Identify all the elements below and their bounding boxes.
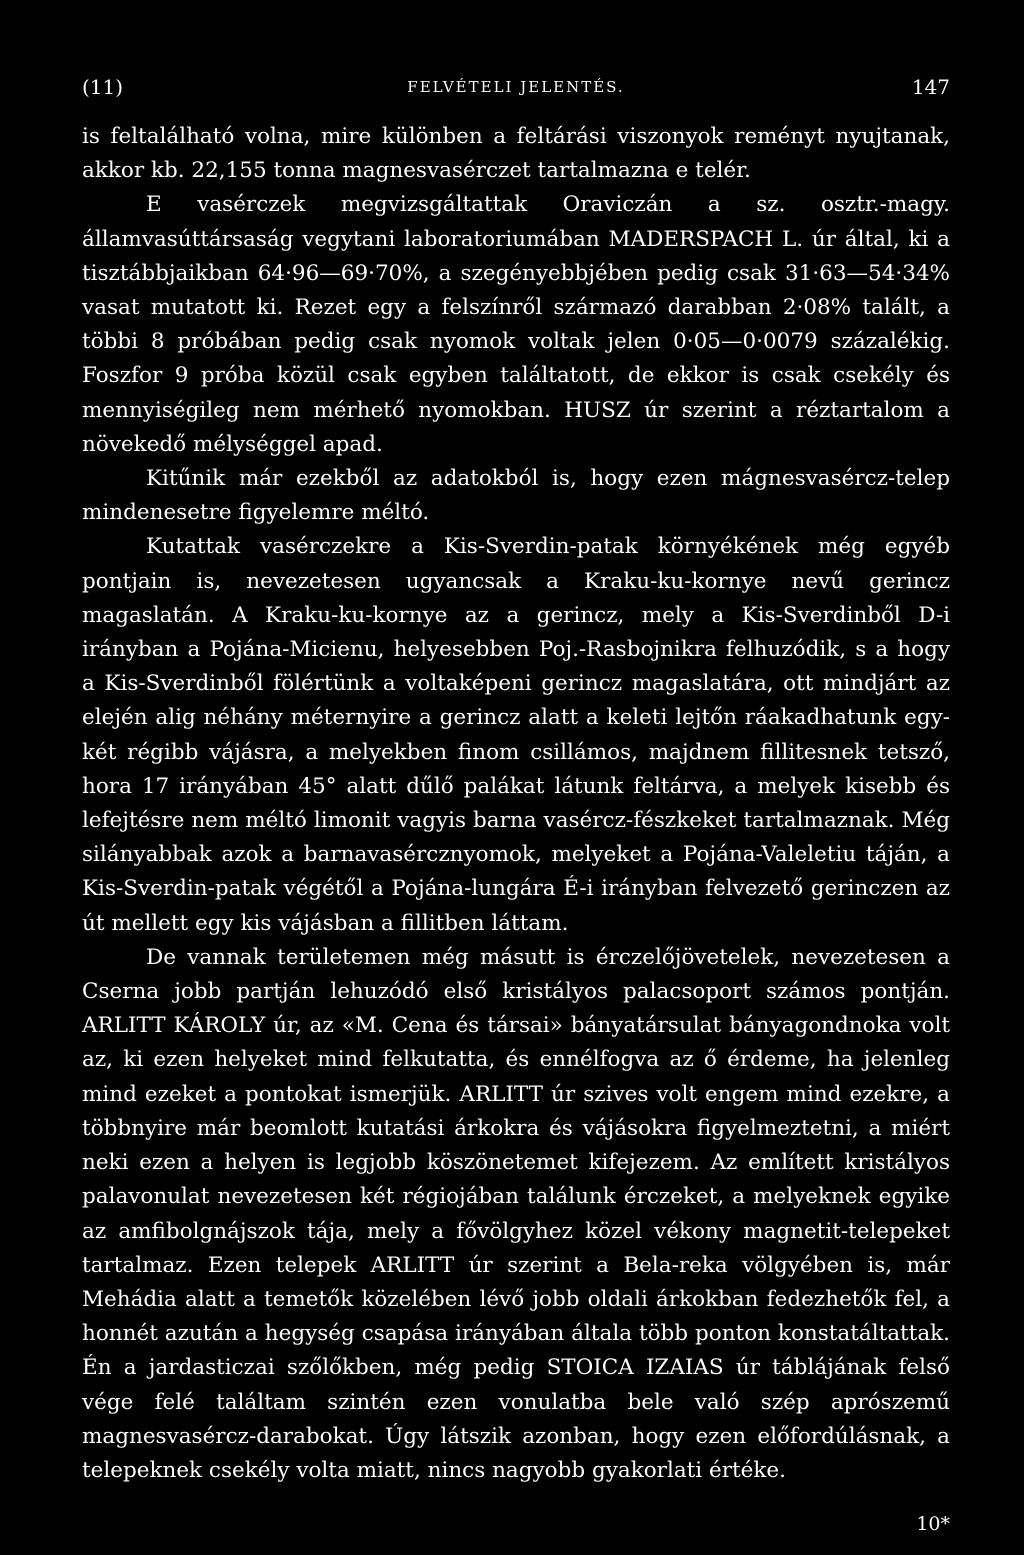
section-number: (11) <box>82 75 124 99</box>
body-text <box>82 120 950 1488</box>
signature-mark: 10* <box>916 1513 950 1535</box>
paragraph: De vannak területemen még másutt is érczelőjövetelek, nevezetesen a Cserna jobb partján lehuzódó első kristályos palacsoport számos pontján. ARLITT KÁROLY úr, az «M. Cena és társai» bányatársulat bányagondnoka volt az, ki ezen helyeket mind felkutatta, és ennélfogva az ő érdeme, ha jelenleg mind ezeket a pontokat ismerjük. ARLITT úr szives volt engem mind ezekre, a többnyire már beomlott kutatási árkokra és vájásokra figyelmeztetni, a miért neki ezen a helyen is legjobb köszönetemet kifejezem. Az említett kristályos palavonulat nevezetesen két régiojában találunk érczeket, a melyeknek egyike az amfibolgnájszok tája, mely a fővölgyhez közel vékony magnetit-telepeket tartalmaz. Ezen telepek ARLITT úr szerint a Bela-reka völgyében is, már Mehádia alatt a temetők közelében lévő jobb oldali árkokban fedezhetők fel, a honnét azután a hegység csapása irányában általa több ponton konstatáltattak. Én a jardasticzai szőlőkben, még pedig STOICA IZAIAS úr táblájának felső vége felé találtam szintén ezen vonulatba bele való szép aprószemű magnesvasércz-darabokat. Úgy látszik azonban, hogy ezen előfordúlásnak, a telepeknek csekély volta miatt, nincs nagyobb gyakorlati értéke. <box>82 944 950 1483</box>
paragraph: is feltalálható volna, mire különben a feltárási viszonyok reményt nyujtanak, akkor kb. 22,155 tonna magnesvasérczet tartalmazna e telér. <box>82 124 950 184</box>
paragraph: Kitűnik már ezekből az adatokból is, hogy ezen mágnesvasércz-telep mindenesetre figyelemre méltó. <box>82 466 950 526</box>
page-number: 147 <box>911 75 950 99</box>
paragraph: Kutattak vasérczekre a Kis-Sverdin-patak környékének még egyéb pontjain is, nevezetesen ugyancsak a Kraku-ku-kornye nevű gerincz magaslatán. A Kraku-ku-kornye az a gerincz, mely a Kis-Sverdinből D-i irányban a Pojána-Micienu, helyesebben Poj.-Rasbojnikra felhuzódik, s a hogy a Kis-Sverdinből fölértünk a voltaképeni gerincz magaslatára, ott mindjárt az elején alig néhány méternyire a gerincz alatt a keleti lejtőn ráakadhatunk egy-két régibb vájásra, a melyekben finom csillámos, majdnem fillitesnek tetsző, hora 17 irányában 45° alatt dűlő palákat látunk feltárva, a melyek kisebb és lefejtésre nem méltó limonit vagyis barna vasércz-fészkeket tartalmaznak. Még silányabbak azok a barnavasércznyomok, melyeket a Pojána-Valeletiu táján, a Kis-Sverdin-patak végétől a Pojána-lungára É-i irányban felvezető gerinczen az út mellett egy kis vájásban a fillitben láttam. <box>82 534 950 936</box>
running-title: FELVÉTELI JELENTÉS. <box>407 78 625 96</box>
paragraph: E vasérczek megvizsgáltattak Oraviczán a sz. osztr.-magy. államvasúttársaság vegytani laboratoriumában MADERSPACH L. úr által, ki a tisztábbjaikban 64·96—69·70%, a szegényebbjében pedig csak 31·63—54·34% vasat mutatott ki. Rezet egy a felszínről származó darabban 2·08% talált, a többi 8 próbában pedig csak nyomok voltak jelen 0·05—0·0079 százalékig. Foszfor 9 próba közül csak egyben találtatott, de ekkor is csak csekély és mennyiségileg nem mérhető nyomokban. HUSZ úr szerint a réztartalom a növekedő mélységgel apad. <box>82 192 950 457</box>
running-header <box>82 70 950 104</box>
